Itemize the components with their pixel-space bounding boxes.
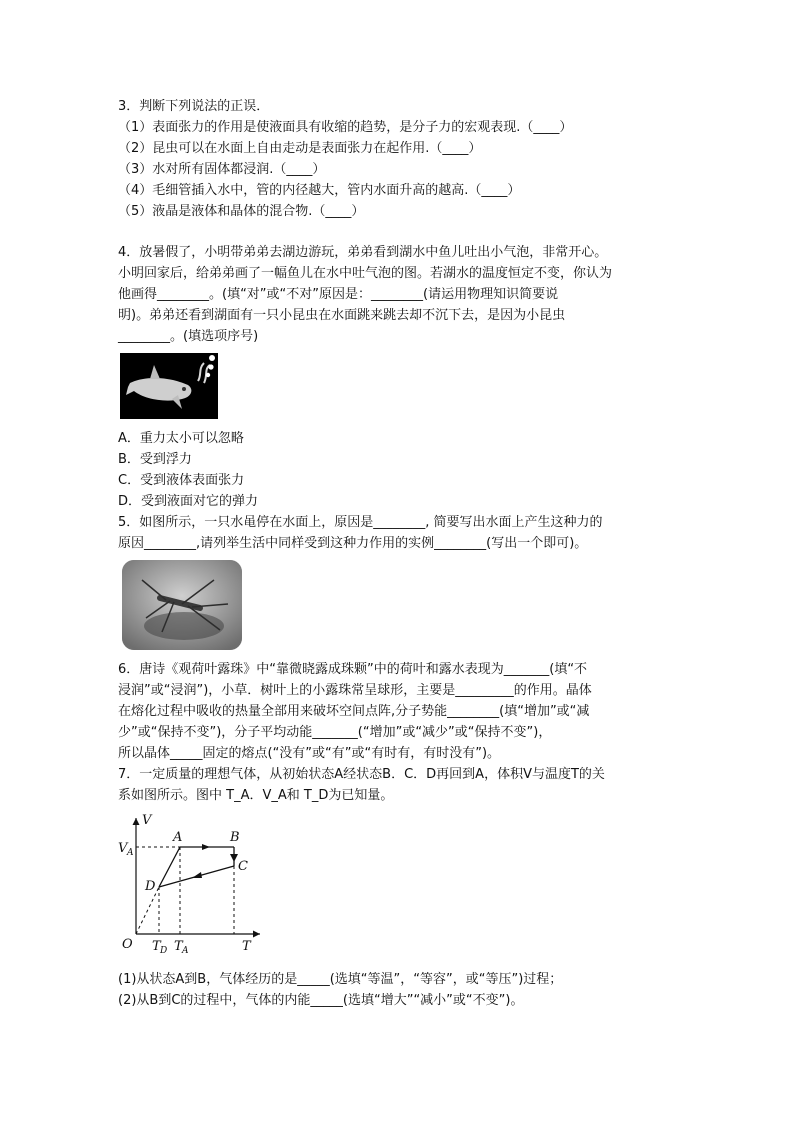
q3-item-5: （5）液晶是液体和晶体的混合物.（____） [118,204,365,219]
q4-option-d: D．受到液面对它的弹力 [118,494,259,509]
q6-line-4: 少”或“保持不变”)，分子平均动能_______(“增加”或“减少”或“保持不变”)， [118,725,552,740]
td-label: T [152,939,161,954]
q7-sub-2: (2)从B到C的过程中，气体的内能_____(选填“增大”“减小”或“不变”)。 [118,993,524,1008]
q3-item-4: （4）毛细管插入水中，管的内径越大，管内水面升高的越高.（____） [118,183,521,198]
va-subscript: A [127,848,134,858]
q7-line-2: 系如图所示。图中 T_A．V_A和 T_D为已知量。 [118,788,394,803]
q6-line-5: 所以晶体_____固定的熔点(“没有”或“有”或“有时有，有时没有”)。 [118,746,501,761]
q6-line-1: 6．唐诗《观荷叶露珠》中“靠微晓露成珠颗”中的荷叶和露水表现为_______(填“不 [118,662,588,677]
q4-line-3: 他画得________。(填“对”或“不对”原因是：________(请运用物理知识简要说 [118,287,559,302]
ta-label: T [174,939,183,954]
point-b-label: B [230,830,240,845]
q4-line-1: 4．放暑假了，小明带弟弟去湖边游玩，弟弟看到湖水中鱼儿吐出小气泡，非常开心。 [118,245,608,260]
q5-line-1: 5．如图所示，一只水黾停在水面上，原因是________, 简要写出水面上产生这种力的 [118,515,603,530]
q7-sub-1: (1)从状态A到B，气体经历的是_____(选填“等温”，“等容”，或“等压”)过程； [118,972,563,987]
process-d-a [159,847,180,887]
point-a-label: A [173,830,183,845]
q4-option-b: B．受到浮力 [118,452,192,467]
origin-label: O [122,937,133,952]
t-axis-label: T [242,939,251,954]
v-t-diagram [118,810,268,960]
td-subscript: D [160,946,168,956]
q5-line-2: 原因________,请列举生活中同样受到这种力作用的实例________(写出一个即可)。 [118,536,588,551]
q7-line-1: 7．一定质量的理想气体，从初始状态A经状态B．C．D再回到A，体积V与温度T的关 [118,767,605,782]
fish-bubbles-image [120,353,218,419]
q4-option-c: C．受到液体表面张力 [118,473,245,488]
q4-line-5: ________。(填选项序号) [118,329,259,344]
ta-subscript: A [182,946,189,956]
q4-option-a: A．重力太小可以忽略 [118,431,244,446]
q6-line-2: 浸润”或“浸润”)，小草．树叶上的小露珠常呈球形，主要是_________的作用。晶体 [118,683,592,698]
point-c-label: C [238,859,248,874]
q4-line-4: 明)。弟弟还看到湖面有一只小昆虫在水面跳来跳去却不沉下去，是因为小昆虫 [118,308,566,323]
v-axis-label: V [142,813,152,828]
q3-item-3: （3）水对所有固体都浸润.（____） [118,162,326,177]
q4-line-2: 小明回家后，给弟弟画了一幅鱼儿在水中吐气泡的图。若湖水的温度恒定不变，你认为 [118,266,613,281]
va-label: V [118,841,128,856]
q3-stem: 3．判断下列说法的正误． [118,99,270,114]
q3-item-1: （1）表面张力的作用是使液面具有收缩的趋势，是分子力的宏观表现.（____） [118,120,573,135]
point-d-label: D [145,879,156,894]
water-strider-image [122,560,242,650]
q3-item-2: （2）昆虫可以在水面上自由走动是表面张力在起作用.（____） [118,141,482,156]
q6-line-3: 在熔化过程中吸收的热量全部用来破坏空间点阵,分子势能________(填“增加”或“减 [118,704,590,719]
